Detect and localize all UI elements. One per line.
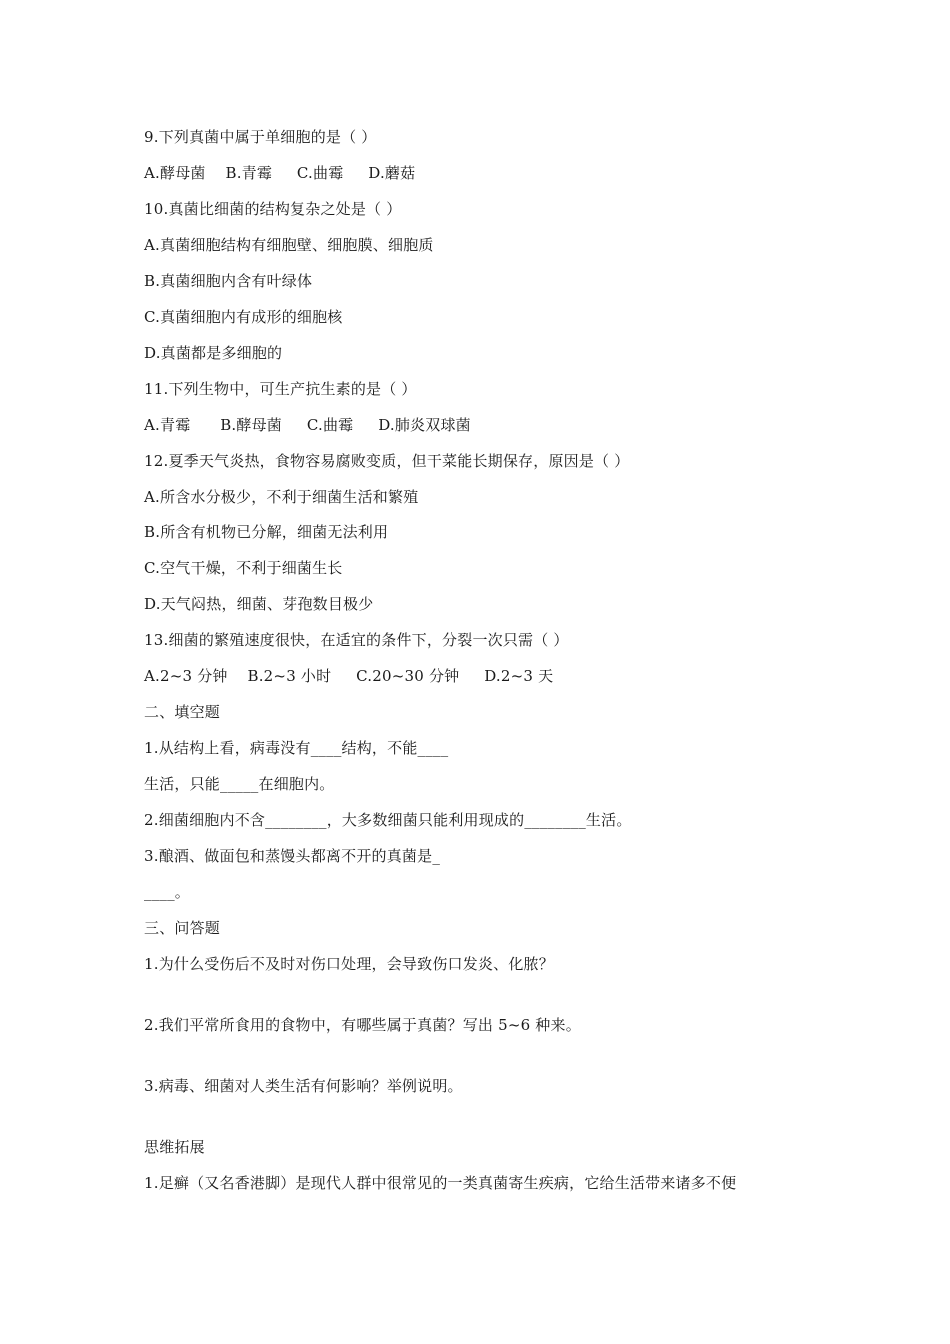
question-12-option-c: C.空气干燥，不利于细菌生长 (144, 559, 343, 577)
fill-blank-3-line-1: 3.酿酒、做面包和蒸馒头都离不开的真菌是_ (144, 847, 441, 865)
question-12-option-b: B.所含有机物已分解，细菌无法利用 (144, 523, 389, 541)
question-12-option-d: D.天气闷热，细菌、芽孢数目极少 (144, 595, 374, 613)
section-short-answer-heading: 三、问答题 (144, 919, 221, 937)
question-13-stem: 13.细菌的繁殖速度很快，在适宜的条件下，分裂一次只需（ ） (144, 631, 569, 649)
short-answer-1: 1.为什么受伤后不及时对伤口处理，会导致伤口发炎、化脓？ (144, 955, 554, 973)
fill-blank-1-line-2: 生活，只能_____在细胞内。 (144, 775, 335, 793)
question-10-stem: 10.真菌比细菌的结构复杂之处是（ ） (144, 200, 402, 218)
section-thinking-heading: 思维拓展 (144, 1138, 205, 1156)
question-10-option-a: A.真菌细胞结构有细胞壁、细胞膜、细胞质 (144, 236, 434, 254)
question-10-option-d: D.真菌都是多细胞的 (144, 344, 283, 362)
question-10-option-b: B.真菌细胞内含有叶绿体 (144, 272, 313, 290)
question-11-stem: 11.下列生物中，可生产抗生素的是（ ） (144, 380, 417, 398)
fill-blank-1-line-1: 1.从结构上看，病毒没有____结构，不能____ (144, 739, 449, 757)
question-10-option-c: C.真菌细胞内有成形的细胞核 (144, 308, 343, 326)
fill-blank-3-line-2: ____。 (144, 883, 191, 901)
question-12-stem: 12.夏季天气炎热，食物容易腐败变质，但干菜能长期保存，原因是（ ） (144, 452, 630, 470)
fill-blank-2: 2.细菌细胞内不含________，大多数细菌只能利用现成的________生活。 (144, 811, 632, 829)
short-answer-3: 3.病毒、细菌对人类生活有何影响？举例说明。 (144, 1077, 463, 1095)
question-11-options: A.青霉 B.酵母菌 C.曲霉 D.肺炎双球菌 (144, 416, 471, 434)
question-12-option-a: A.所含水分极少，不利于细菌生活和繁殖 (144, 488, 419, 506)
question-9-stem: 9.下列真菌中属于单细胞的是（ ） (144, 128, 377, 146)
question-13-options: A.2~3 分钟 B.2~3 小时 C.20~30 分钟 D.2~3 天 (144, 667, 554, 685)
section-fill-blank-heading: 二、填空题 (144, 703, 221, 721)
short-answer-2: 2.我们平常所食用的食物中，有哪些属于真菌？写出 5~6 种来。 (144, 1016, 581, 1034)
thinking-question-1: 1.足癣（又名香港脚）是现代人群中很常见的一类真菌寄生疾病，它给生活带来诸多不便 (144, 1174, 737, 1192)
question-9-options: A.酵母菌 B.青霉 C.曲霉 D.蘑菇 (144, 164, 416, 182)
